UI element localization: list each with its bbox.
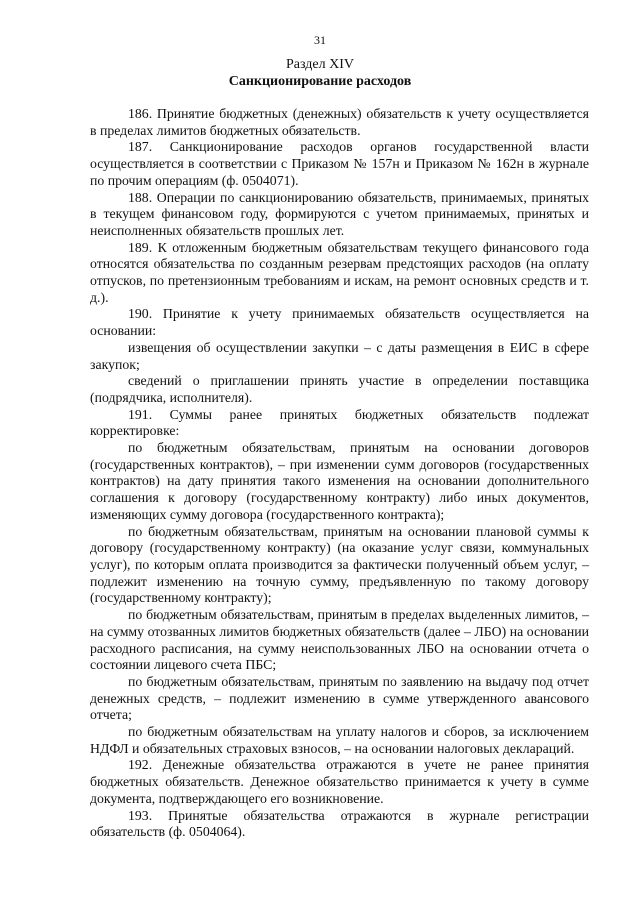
paragraph-191-item-4: по бюджетным обязательствам, принятым по заявлению на выдачу под отчет денежных средств, – подлежит изменению в сумме утвержденного авансового отчета; bbox=[90, 673, 589, 723]
paragraph-186: 186. Принятие бюджетных (денежных) обязательств к учету осуществляется в пределах лимитов бюджетных обязательств. bbox=[90, 106, 589, 138]
page-number: 31 bbox=[314, 33, 326, 47]
paragraph-188: 188. Операции по санкционированию обязательств, принимаемых, принятых в текущем финансовом году, формируются с учетом принимаемых, принятых и неисполненных обязательств прошлых лет. bbox=[90, 189, 589, 238]
paragraph-191-item-2: по бюджетным обязательствам, принятым на основании плановой суммы к договору (государственному контракту) (на оказание услуг связи, коммунальных услуг), по которым оплата производится за фактически полученный объем услуг, – подлежит изменению на точную сумму, предъявленную по такому договору (государственному контракту); bbox=[90, 523, 589, 606]
section-label: Раздел XIV bbox=[286, 57, 354, 72]
paragraph-192: 192. Денежные обязательства отражаются в учете не ранее принятия бюджетных обязательств. Денежное обязательство принимается к учету в сумме документа, подтверждающего его возникновение. bbox=[90, 757, 589, 806]
paragraph-187: 187. Санкционирование расходов органов государственной власти осуществляется в соответствии с Приказом № 157н и Приказом № 162н в журнале по прочим операциям (ф. 0504071). bbox=[90, 139, 589, 188]
paragraph-190: 190. Принятие к учету принимаемых обязательств осуществляется на основании: bbox=[90, 306, 589, 339]
paragraph-190-item-2: сведений о приглашении принять участие в определении поставщика (подрядчика, исполнителя). bbox=[90, 373, 589, 405]
paragraph-191-item-3: по бюджетным обязательствам, принятым в пределах выделенных лимитов, – на сумму отозванных лимитов бюджетных обязательств (далее – ЛБО) на основании расходного расписания, на сумму неиспользованных ЛБО на основании отчета о состоянии лицевого счета ПБС; bbox=[90, 607, 589, 673]
paragraph-193: 193. Принятые обязательства отражаются в журнале регистрации обязательств (ф. 0504064). bbox=[90, 807, 589, 840]
document-body bbox=[90, 106, 589, 841]
paragraph-191-item-5: по бюджетным обязательствам на уплату налогов и сборов, за исключением НДФЛ и обязательных страховых взносов, – на основании налоговых деклараций. bbox=[90, 724, 589, 756]
paragraph-190-item-1: извещения об осуществлении закупки – с даты размещения в ЕИС в сфере закупок; bbox=[90, 339, 589, 372]
paragraph-189: 189. К отложенным бюджетным обязательствам текущего финансового года относятся обязательства по созданным резервам предстоящих расходов (на оплату отпусков, по претензионным требованиям и искам, на ремонт основных средств и т. д.). bbox=[90, 239, 589, 305]
section-title: Санкционирование расходов bbox=[228, 74, 412, 89]
paragraph-191: 191. Суммы ранее принятых бюджетных обязательств подлежат корректировке: bbox=[90, 406, 589, 439]
paragraph-191-item-1: по бюджетным обязательствам, принятым на основании договоров (государственных контрактов), – при изменении сумм договоров (государственных контрактов) на дату принятия такого изменения на основании дополнительного соглашения к договору (государственному контракту) либо иных документов, изменяющих сумму договора (государственного контракта); bbox=[90, 440, 589, 522]
